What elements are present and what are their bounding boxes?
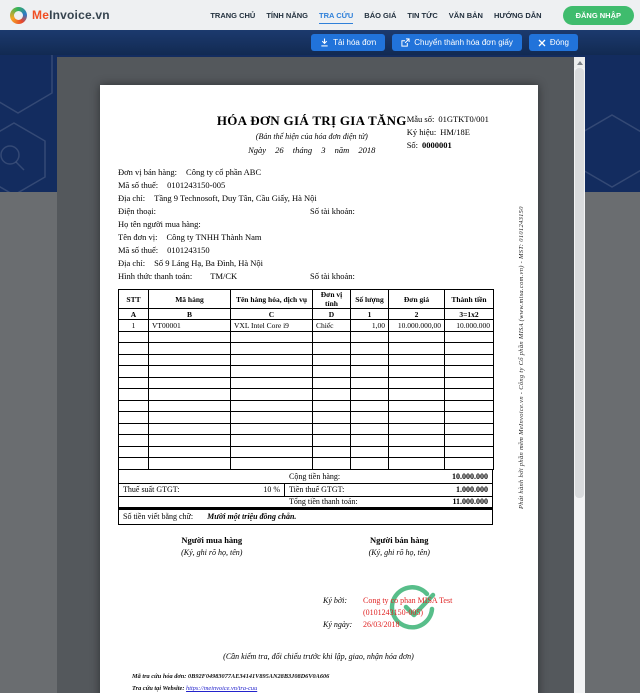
- line-items-table: [118, 289, 494, 470]
- table-empty-row: [119, 366, 494, 378]
- table-subheader-row: A B C D 1 2 3=1x2: [119, 309, 494, 320]
- amount-in-words-row: Số tiền viết bằng chữ: Mười một triệu đồng chẵn.: [119, 509, 492, 524]
- table-empty-row: [119, 389, 494, 401]
- table-header-row: STT Mã hàng Tên hàng hóa, dịch vụ Đơn vị tính Số lượng Đơn giá Thành tiền: [119, 290, 494, 309]
- invoice-header: [118, 113, 493, 155]
- table-empty-row: [119, 343, 494, 355]
- invoice-page: [100, 85, 538, 693]
- publisher-side-note: Phát hành bởi phần mềm MeInvoice.vn - Công ty Cổ phần MISA (www.misa.com.vn) - MST: 0101243150: [518, 206, 525, 510]
- nav-link-tinh-nang[interactable]: TÍNH NĂNG: [266, 11, 309, 20]
- lookup-footer: [132, 671, 493, 693]
- caution-note: (Cần kiểm tra, đối chiếu trước khi lập, giao, nhận hóa đơn): [223, 651, 414, 661]
- scroll-up-button[interactable]: [574, 57, 585, 68]
- close-icon: [538, 39, 546, 47]
- buyer-signature-block: Người mua hàng (Ký, ghi rõ họ, tên): [181, 534, 243, 557]
- table-empty-row: [119, 331, 494, 343]
- table-empty-row: [119, 412, 494, 424]
- top-navbar: [0, 0, 640, 30]
- signature-section: [118, 535, 493, 557]
- seller-name: Đơn vị bán hàng: Công ty cổ phần ABC: [118, 167, 262, 177]
- table-empty-row: [119, 458, 494, 470]
- nav-link-tra-cuu[interactable]: TRA CỨU: [319, 7, 353, 24]
- viewer-toolbar: [0, 30, 640, 55]
- export-icon: [401, 38, 410, 47]
- seller-phone-account: Điện thoại: Số tài khoản:: [118, 206, 355, 216]
- seller-signature-block: Người bán hàng (Ký, ghi rõ họ, tên): [368, 534, 430, 557]
- party-info: [118, 166, 493, 283]
- main-nav: [210, 6, 634, 25]
- meinvoice-logo[interactable]: [10, 7, 110, 24]
- table-empty-row: [119, 377, 494, 389]
- table-empty-row: [119, 446, 494, 458]
- download-icon: [320, 38, 329, 47]
- lookup-site-line: Tra cứu tại Website: https://meinvoice.vn/tra-cuu: [132, 684, 258, 692]
- table-empty-row: [119, 435, 494, 447]
- nav-link-van-ban[interactable]: VĂN BẢN: [448, 11, 483, 20]
- logo-text: MeInvoice.vn: [32, 8, 110, 22]
- nav-link-tin-tuc[interactable]: TIN TỨC: [407, 11, 438, 20]
- table-empty-row: [119, 423, 494, 435]
- main-area: [0, 55, 640, 693]
- item-row: 1 VT00001 VXL Intel Core i9 Chiếc 1,00 10.000.000,00 10.000.000: [119, 320, 494, 332]
- subtotal-row: Cộng tiền hàng: 10.000.000: [289, 471, 488, 481]
- close-button[interactable]: Đóng: [529, 34, 578, 51]
- convert-to-paper-button[interactable]: Chuyển thành hóa đơn giấy: [392, 34, 522, 51]
- buyer-company: Tên đơn vị: Công ty TNHH Thành Nam: [118, 232, 262, 242]
- nav-link-huong-dan[interactable]: HƯỚNG DẪN: [493, 11, 542, 20]
- tax-row: Thuế suất GTGT: 10 % Tiền thuế GTGT: 1.000.000: [119, 483, 492, 496]
- table-empty-row: [119, 354, 494, 366]
- payment-method-account: Hình thức thanh toán: TM/CK Số tài khoản:: [118, 271, 355, 281]
- form-number: Mẫu số: 01GTKT0/001: [406, 114, 489, 124]
- signed-date-line: Ký ngày: 26/03/2018: [323, 620, 400, 630]
- invoice-subtitle: (Bản thể hiện của hóa đơn điện tử): [255, 132, 368, 141]
- login-button[interactable]: ĐĂNG NHẬP: [563, 6, 634, 25]
- invoice-number: Số: 0000001: [406, 139, 452, 150]
- meinvoice-logo-icon: [10, 7, 27, 24]
- buyer-address: Địa chỉ: Số 9 Láng Hạ, Ba Đình, Hà Nội: [118, 258, 263, 268]
- download-invoice-button[interactable]: Tải hóa đơn: [311, 34, 385, 51]
- table-empty-row: [119, 400, 494, 412]
- invoice-viewer: [57, 57, 585, 693]
- invoice-date: Ngày 26 tháng 3 năm 2018: [248, 145, 376, 155]
- totals-section: [118, 470, 493, 525]
- digital-signature: [323, 595, 513, 632]
- nav-link-trang-chu[interactable]: TRANG CHỦ: [210, 11, 256, 20]
- scroll-up-icon: [577, 61, 583, 65]
- total-row: Tổng tiền thanh toán: 11.000.000: [119, 496, 492, 509]
- signed-by-line: Ký bởi: Cong ty co phan MISA Test (0101243150-005): [323, 595, 453, 617]
- scrollbar-thumb[interactable]: [575, 68, 584, 498]
- serial-number: Ký hiệu: HM/18E: [406, 126, 470, 137]
- buyer-tax-code: Mã số thuế: 0101243150: [118, 245, 210, 255]
- seller-tax-code: Mã số thuế: 0101243150-005: [118, 180, 226, 190]
- invoice-title: HÓA ĐƠN GIÁ TRỊ GIA TĂNG: [216, 113, 407, 128]
- invoice-meta: [407, 113, 493, 155]
- nav-link-bao-gia[interactable]: BÁO GIÁ: [364, 11, 397, 20]
- lookup-code-line: Mã tra cứu hóa đơn: 0B92F04983077AE34141V895AN28B3J08D6V0A606: [132, 672, 330, 680]
- seller-address: Địa chỉ: Tầng 9 Technosoft, Duy Tân, Cầu Giấy, Hà Nội: [118, 193, 317, 203]
- lookup-site-link[interactable]: https://meinvoice.vn/tra-cuu: [186, 684, 258, 692]
- viewer-scrollbar[interactable]: [574, 57, 585, 693]
- buyer-person: Họ tên người mua hàng:: [118, 219, 201, 229]
